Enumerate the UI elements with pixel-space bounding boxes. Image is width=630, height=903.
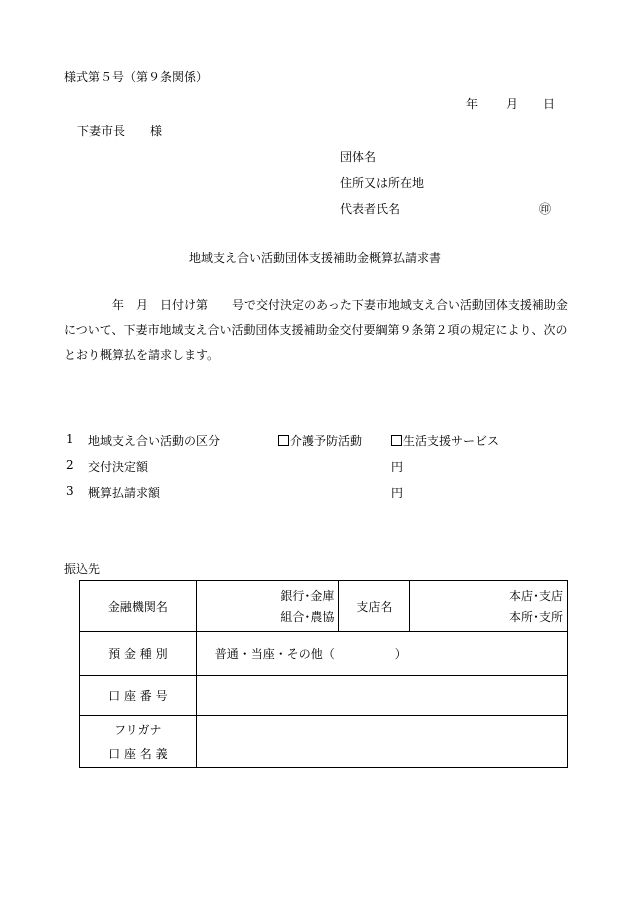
- item-2-number: 2: [66, 458, 74, 472]
- deposit-type-field[interactable]: [196, 632, 567, 676]
- address-label: 住所又は所在地: [340, 176, 425, 190]
- document-title: 地域支え合い活動団体支援補助金概算払請求書: [188, 251, 441, 265]
- date-day: 日: [543, 97, 556, 111]
- addressee-name: 下妻市長: [77, 124, 126, 138]
- form-number: 様式第５号（第９条関係）: [64, 70, 209, 84]
- date-year: 年: [466, 97, 479, 111]
- account-name-row: [80, 716, 568, 768]
- branch-type-2: 本所･支所: [508, 610, 563, 624]
- item-3-number: 3: [66, 484, 74, 498]
- transfer-label: 振込先: [64, 562, 101, 576]
- body-paragraph-text: 年 月 日付け第 号で交付決定のあった下妻市地域支え合い活動団体支援補助金について、下妻市地域支え合い活動団体支援補助金交付要綱第９条第２項の規定により、次のとおり概算払を請求します。: [64, 298, 568, 362]
- item-3-unit: 円: [391, 486, 404, 500]
- branch-field[interactable]: [410, 581, 568, 632]
- account-name-field[interactable]: [196, 716, 567, 768]
- account-number-row: [80, 676, 568, 716]
- deposit-type-row: [80, 632, 568, 676]
- institution-field[interactable]: [196, 581, 339, 632]
- option-care-prevention-label: 介護予防活動: [290, 434, 363, 448]
- branch-label: 支店名: [339, 581, 410, 632]
- deposit-options: 普通・当座・その他（ ）: [214, 647, 407, 661]
- item-1-label: 地域支え合い活動の区分: [88, 434, 221, 448]
- inst-type-1: 銀行･金庫: [280, 589, 335, 603]
- institution-row: [80, 581, 568, 632]
- option-life-support[interactable]: [391, 432, 499, 449]
- date-month: 月: [506, 97, 519, 111]
- representative-label: 代表者氏名: [340, 202, 401, 216]
- body-paragraph: [64, 293, 574, 368]
- org-name-label: 団体名: [340, 150, 377, 164]
- account-name-label-cell: [80, 716, 197, 768]
- checkbox-icon[interactable]: [391, 435, 402, 446]
- account-name-label: 口 座 名 義: [108, 746, 168, 761]
- option-life-support-label: 生活支援サービス: [403, 434, 500, 448]
- checkbox-icon[interactable]: [278, 435, 289, 446]
- furigana-label: フリガナ: [114, 722, 162, 737]
- account-number-label: 口 座 番 号: [80, 676, 197, 716]
- item-2-unit: 円: [391, 460, 404, 474]
- inst-type-2: 組合･農協: [280, 610, 335, 624]
- option-care-prevention[interactable]: [278, 432, 362, 449]
- item-3-label: 概算払請求額: [88, 486, 161, 500]
- item-2-label: 交付決定額: [88, 460, 149, 474]
- institution-label: 金融機関名: [80, 581, 197, 632]
- deposit-type-label: 預 金 種 別: [80, 632, 197, 676]
- account-number-field[interactable]: [196, 676, 567, 716]
- branch-type-1: 本店･支店: [508, 589, 563, 603]
- item-1-number: 1: [66, 432, 74, 446]
- bank-table: [79, 580, 568, 768]
- addressee-suffix: 様: [150, 124, 163, 138]
- seal-mark: ㊞: [539, 202, 552, 216]
